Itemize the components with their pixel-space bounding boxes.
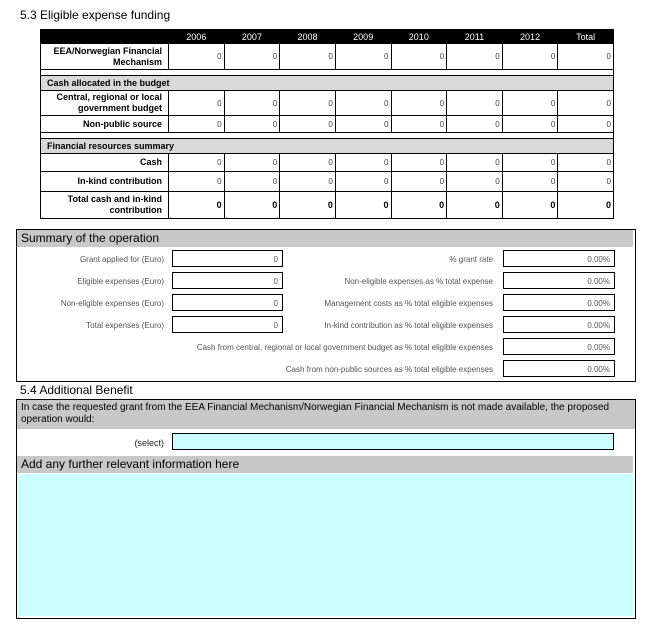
value-cell[interactable]: 0 bbox=[280, 91, 336, 116]
value-cell[interactable]: 0 bbox=[391, 116, 447, 133]
value-cell: 0 bbox=[447, 154, 503, 172]
value-cell: 0 bbox=[224, 192, 280, 219]
total-expenses-field: 0 bbox=[172, 316, 283, 333]
value-cell[interactable]: 0 bbox=[502, 91, 558, 116]
row-label: Non-public source bbox=[41, 116, 169, 133]
section-financial-resources bbox=[41, 139, 614, 154]
value-cell: 0 bbox=[391, 154, 447, 172]
value-cell: 0 bbox=[335, 154, 391, 172]
summary-label: Non-eligible expenses as % total expense bbox=[344, 277, 493, 286]
year-header: 2010 bbox=[391, 30, 447, 44]
value-cell: 0 bbox=[447, 192, 503, 219]
value-cell: 0 bbox=[558, 172, 614, 192]
value-cell: 0 bbox=[169, 154, 225, 172]
year-header: 2006 bbox=[169, 30, 225, 44]
value-cell: 0 bbox=[391, 192, 447, 219]
year-header: Total bbox=[558, 30, 614, 44]
summary-label: Eligible expenses (Euro) bbox=[77, 277, 164, 286]
value-cell: 0 bbox=[280, 192, 336, 219]
value-cell: 0 bbox=[224, 154, 280, 172]
value-cell[interactable]: 0 bbox=[224, 44, 280, 70]
year-header-row bbox=[41, 30, 614, 44]
row-label: EEA/Norwegian Financial Mechanism bbox=[41, 44, 169, 70]
value-cell[interactable]: 0 bbox=[224, 116, 280, 133]
year-header: 2007 bbox=[224, 30, 280, 44]
year-header: 2008 bbox=[280, 30, 336, 44]
further-info-title: Add any further relevant information here bbox=[17, 456, 633, 473]
summary-label: Total expenses (Euro) bbox=[86, 321, 164, 330]
value-cell: 0 bbox=[335, 192, 391, 219]
value-cell: 0 bbox=[558, 154, 614, 172]
value-cell[interactable]: 0 bbox=[447, 172, 503, 192]
year-header: 2009 bbox=[335, 30, 391, 44]
value-cell: 0 bbox=[558, 192, 614, 219]
value-cell[interactable]: 0 bbox=[169, 44, 225, 70]
header-corner bbox=[41, 30, 169, 44]
further-info-textarea[interactable] bbox=[17, 474, 633, 616]
value-cell[interactable]: 0 bbox=[447, 44, 503, 70]
value-cell: 0 bbox=[558, 91, 614, 116]
row-label: Total cash and in-kind contribution bbox=[41, 192, 169, 219]
value-cell: 0 bbox=[502, 192, 558, 219]
section-title-benefit: 5.4 Additional Benefit bbox=[20, 383, 133, 397]
value-cell[interactable]: 0 bbox=[280, 172, 336, 192]
non-public-cash-pct-field: 0.00% bbox=[503, 360, 615, 377]
value-cell[interactable]: 0 bbox=[447, 116, 503, 133]
funding-table bbox=[40, 29, 614, 219]
value-cell[interactable]: 0 bbox=[502, 116, 558, 133]
value-cell: 0 bbox=[558, 116, 614, 133]
value-cell: 0 bbox=[169, 192, 225, 219]
value-cell[interactable]: 0 bbox=[335, 116, 391, 133]
value-cell[interactable]: 0 bbox=[335, 44, 391, 70]
row-eea-mechanism bbox=[41, 44, 614, 70]
row-total-cash-in-kind bbox=[41, 192, 614, 219]
row-in-kind bbox=[41, 172, 614, 192]
row-label: In-kind contribution bbox=[41, 172, 169, 192]
in-kind-pct-field: 0.00% bbox=[503, 316, 615, 333]
non-eligible-pct-field: 0.00% bbox=[503, 272, 615, 289]
value-cell: 0 bbox=[558, 44, 614, 70]
value-cell[interactable]: 0 bbox=[502, 172, 558, 192]
value-cell[interactable]: 0 bbox=[335, 172, 391, 192]
value-cell[interactable]: 0 bbox=[447, 91, 503, 116]
eligible-expenses-field: 0 bbox=[172, 272, 283, 289]
management-costs-pct-field: 0.00% bbox=[503, 294, 615, 311]
grant-applied-field[interactable]: 0 bbox=[172, 250, 283, 267]
row-label: Cash bbox=[41, 154, 169, 172]
value-cell[interactable]: 0 bbox=[391, 172, 447, 192]
year-header: 2012 bbox=[502, 30, 558, 44]
value-cell[interactable]: 0 bbox=[224, 172, 280, 192]
value-cell[interactable]: 0 bbox=[502, 44, 558, 70]
row-non-public-source bbox=[41, 116, 614, 133]
benefit-prompt: In case the requested grant from the EEA Financial Mechanism/Norwegian Financial Mechanism is not made available, the proposed operation would: bbox=[17, 400, 635, 429]
summary-label: Grant applied for (Euro) bbox=[79, 255, 164, 264]
summary-label: Cash from non-public sources as % total eligible expenses bbox=[285, 365, 493, 374]
grant-rate-field: 0.00% bbox=[503, 250, 615, 267]
value-cell[interactable]: 0 bbox=[335, 91, 391, 116]
row-label: Central, regional or local government budget bbox=[41, 91, 169, 116]
row-cash bbox=[41, 154, 614, 172]
value-cell[interactable]: 0 bbox=[169, 91, 225, 116]
section-label: Financial resources summary bbox=[41, 139, 614, 154]
value-cell[interactable]: 0 bbox=[169, 172, 225, 192]
value-cell[interactable]: 0 bbox=[391, 91, 447, 116]
section-title-funding: 5.3 Eligible expense funding bbox=[20, 8, 171, 22]
summary-title: Summary of the operation bbox=[17, 230, 633, 247]
value-cell: 0 bbox=[280, 154, 336, 172]
section-label: Cash allocated in the budget bbox=[41, 76, 614, 91]
summary-label: Cash from central, regional or local government budget as % total eligible expenses bbox=[196, 343, 493, 352]
value-cell[interactable]: 0 bbox=[280, 116, 336, 133]
value-cell[interactable]: 0 bbox=[280, 44, 336, 70]
value-cell: 0 bbox=[502, 154, 558, 172]
section-cash-allocated bbox=[41, 76, 614, 91]
gov-cash-pct-field: 0.00% bbox=[503, 338, 615, 355]
summary-label: In-kind contribution as % total eligible expenses bbox=[324, 321, 493, 330]
summary-label: Non-eligible expenses (Euro) bbox=[60, 299, 164, 308]
benefit-select[interactable] bbox=[172, 433, 614, 450]
year-header: 2011 bbox=[447, 30, 503, 44]
summary-label: % grant rate bbox=[449, 255, 493, 264]
value-cell[interactable]: 0 bbox=[224, 91, 280, 116]
row-government-budget bbox=[41, 91, 614, 116]
select-label: (select) bbox=[134, 438, 164, 448]
value-cell[interactable]: 0 bbox=[169, 116, 225, 133]
value-cell[interactable]: 0 bbox=[391, 44, 447, 70]
non-eligible-expenses-field: 0 bbox=[172, 294, 283, 311]
summary-label: Management costs as % total eligible expenses bbox=[324, 299, 493, 308]
